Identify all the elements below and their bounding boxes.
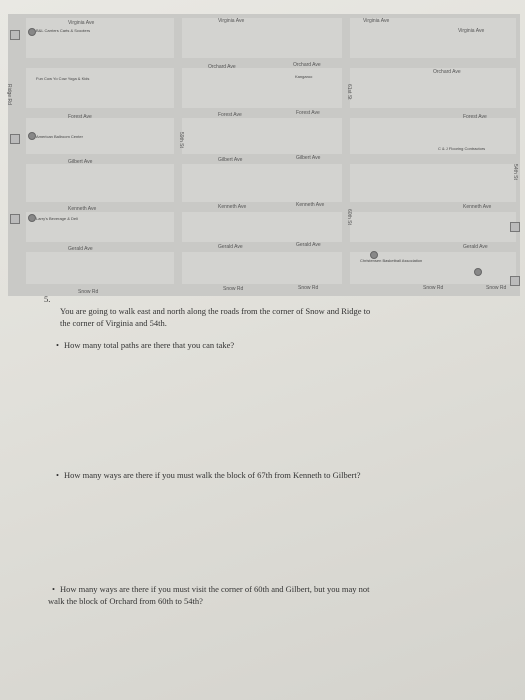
street-label-snow-1: Snow Rd bbox=[78, 289, 99, 295]
street-label-virginia-3: Virginia Ave bbox=[363, 18, 390, 24]
street-label-59th: 59th St bbox=[178, 132, 184, 148]
question-3-line2: walk the block of Orchard from 60th to 54th? bbox=[48, 596, 203, 606]
route-shield-icon bbox=[510, 276, 520, 286]
street-label-forest-2: Forest Ave bbox=[218, 112, 242, 118]
poi-ballroom: American Ballroom Center bbox=[36, 134, 83, 139]
street-label-forest-1: Forest Ave bbox=[68, 114, 92, 120]
question-3 bbox=[52, 584, 512, 595]
street-label-orchard-2: Orchard Ave bbox=[293, 62, 321, 68]
question-1 bbox=[56, 340, 506, 351]
street-label-virginia-1: Virginia Ave bbox=[68, 20, 95, 26]
poi-beverage: Larry's Beverage & Deli bbox=[36, 216, 78, 221]
street-label-kenneth-2: Kenneth Ave bbox=[218, 204, 247, 210]
street-label-orchard-1: Orchard Ave bbox=[208, 64, 236, 70]
problem-number: 5. bbox=[44, 294, 51, 304]
route-shield-icon bbox=[10, 30, 20, 40]
poi-basketball: Christensen Basketball Association bbox=[360, 258, 423, 263]
route-shield-icon bbox=[10, 134, 20, 144]
question-2 bbox=[56, 470, 506, 481]
street-label-gilbert-1: Gilbert Ave bbox=[68, 159, 93, 165]
street-label-ridge: Ridge Rd bbox=[6, 84, 12, 105]
route-shield-icon bbox=[10, 214, 20, 224]
poi-kangaroo: Kangaroo bbox=[295, 74, 313, 79]
poi-flooring: C & J Flooring Contractors bbox=[438, 146, 486, 151]
street-label-kenneth-4: Kenneth Ave bbox=[463, 204, 492, 210]
street-label-gerald-1: Gerald Ave bbox=[68, 246, 93, 252]
street-label-60th: 60th St bbox=[346, 209, 352, 225]
problem-intro-line1: You are going to walk east and north along the roads from the corner of Snow and Ridge to bbox=[60, 306, 371, 316]
route-shield-icon bbox=[510, 222, 520, 232]
question-3-text-line1: How many ways are there if you must visit the corner of 60th and Gilbert, but you may not bbox=[60, 584, 370, 594]
street-label-snow-2: Snow Rd bbox=[223, 286, 244, 292]
street-label-orchard-3: Orchard Ave bbox=[433, 69, 461, 75]
poi-carts-scooters: B&L Carriers Carts & Scooters bbox=[36, 28, 91, 33]
map-pin-icon bbox=[28, 214, 36, 222]
street-label-54th: 54th St bbox=[512, 164, 518, 180]
street-label-snow-4: Snow Rd bbox=[423, 285, 444, 291]
map-pin-icon bbox=[28, 28, 36, 36]
bullet-icon: • bbox=[56, 470, 59, 480]
street-label-gilbert-2: Gilbert Ave bbox=[218, 157, 243, 163]
street-label-gilbert-3: Gilbert Ave bbox=[296, 155, 321, 161]
question-2-text: How many ways are there if you must walk the block of 67th from Kenneth to Gilbert? bbox=[64, 470, 361, 480]
problem-intro-line2: the corner of Virginia and 54th. bbox=[60, 318, 167, 328]
street-label-kenneth-3: Kenneth Ave bbox=[296, 202, 325, 208]
street-label-61st: 61st St bbox=[346, 84, 352, 100]
street-label-virginia-4: Virginia Ave bbox=[458, 28, 485, 34]
street-label-gerald-4: Gerald Ave bbox=[463, 244, 488, 250]
street-label-forest-4: Forest Ave bbox=[463, 114, 487, 120]
bullet-icon: • bbox=[52, 584, 55, 594]
poi-fun-cow: Fun Cow Yo Cow Yoga & Kids bbox=[36, 76, 90, 81]
street-label-kenneth-1: Kenneth Ave bbox=[68, 206, 97, 212]
street-label-snow-5: Snow Rd bbox=[486, 285, 507, 291]
street-label-gerald-3: Gerald Ave bbox=[296, 242, 321, 248]
street-map bbox=[8, 14, 520, 296]
street-label-virginia-2: Virginia Ave bbox=[218, 18, 245, 24]
street-label-forest-3: Forest Ave bbox=[296, 110, 320, 116]
map-pin-icon bbox=[28, 132, 36, 140]
street-label-snow-3: Snow Rd bbox=[298, 285, 319, 291]
bullet-icon: • bbox=[56, 340, 59, 350]
map-pin-icon bbox=[474, 268, 482, 276]
street-label-gerald-2: Gerald Ave bbox=[218, 244, 243, 250]
question-1-text: How many total paths are there that you can take? bbox=[64, 340, 235, 350]
